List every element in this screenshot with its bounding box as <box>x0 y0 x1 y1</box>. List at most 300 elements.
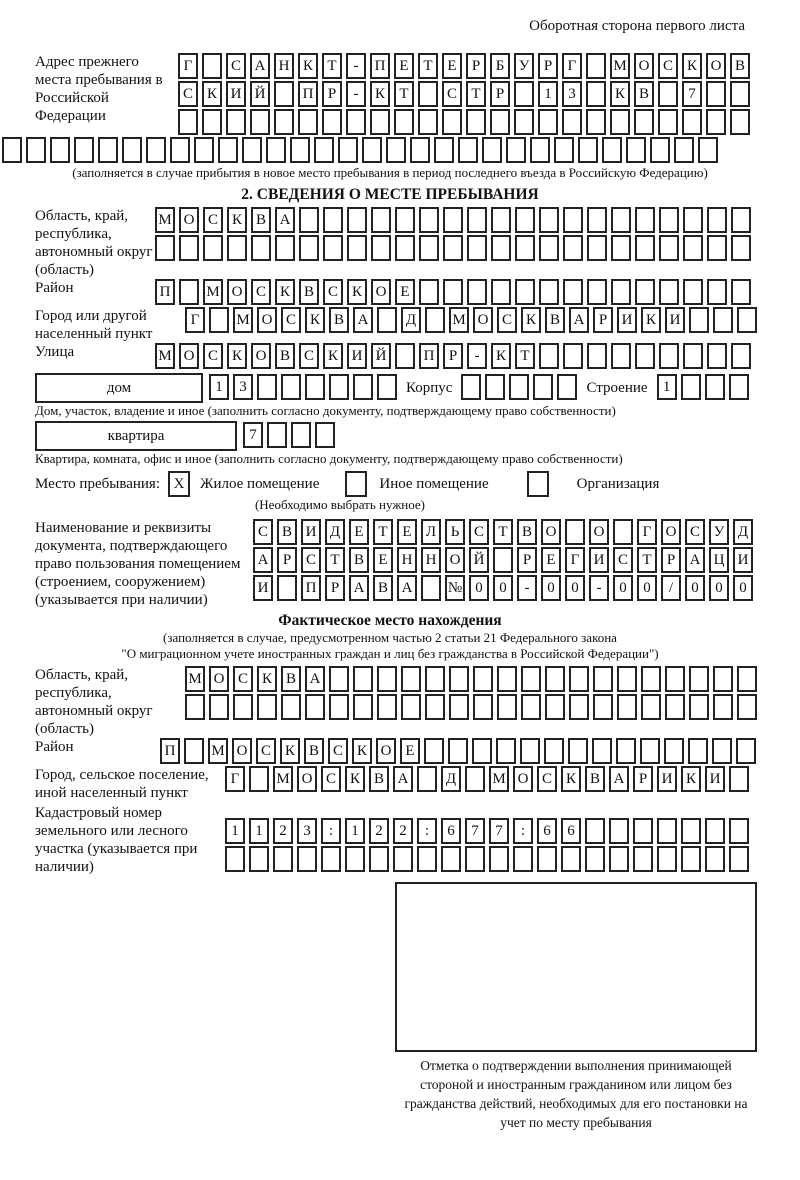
char-cell[interactable] <box>443 235 463 261</box>
char-cell[interactable] <box>736 738 756 764</box>
char-cell[interactable] <box>563 235 583 261</box>
char-cell[interactable] <box>489 846 509 872</box>
char-cell[interactable]: И <box>733 547 753 573</box>
char-cell[interactable] <box>707 343 727 369</box>
char-cell[interactable] <box>305 374 325 400</box>
char-cell[interactable]: С <box>442 81 462 107</box>
char-cell[interactable] <box>683 279 703 305</box>
char-cell[interactable] <box>659 207 679 233</box>
char-cell[interactable] <box>563 343 583 369</box>
char-cell[interactable] <box>681 374 701 400</box>
char-cell[interactable]: С <box>685 519 705 545</box>
char-cell[interactable]: Д <box>325 519 345 545</box>
char-cell[interactable] <box>314 137 334 163</box>
char-cell[interactable]: Д <box>733 519 753 545</box>
char-cell[interactable]: Г <box>562 53 582 79</box>
char-cell[interactable]: К <box>641 307 661 333</box>
char-cell[interactable] <box>291 422 311 448</box>
char-cell[interactable]: Т <box>322 53 342 79</box>
char-cell[interactable] <box>370 109 390 135</box>
char-cell[interactable]: М <box>449 307 469 333</box>
char-cell[interactable] <box>393 846 413 872</box>
char-cell[interactable] <box>593 694 613 720</box>
char-cell[interactable] <box>329 694 349 720</box>
char-cell[interactable]: / <box>661 575 681 601</box>
char-cell[interactable]: Г <box>185 307 205 333</box>
char-cell[interactable] <box>419 207 439 233</box>
char-cell[interactable]: Р <box>633 766 653 792</box>
char-cell[interactable] <box>323 207 343 233</box>
char-cell[interactable] <box>170 137 190 163</box>
char-cell[interactable]: К <box>561 766 581 792</box>
char-cell[interactable] <box>585 818 605 844</box>
char-cell[interactable]: В <box>373 575 393 601</box>
char-cell[interactable] <box>729 374 749 400</box>
char-cell[interactable] <box>449 666 469 692</box>
char-cell[interactable] <box>544 738 564 764</box>
char-cell[interactable] <box>586 53 606 79</box>
char-cell[interactable]: К <box>682 53 702 79</box>
char-cell[interactable]: К <box>227 207 247 233</box>
char-cell[interactable] <box>323 235 343 261</box>
char-cell[interactable] <box>298 109 318 135</box>
char-cell[interactable]: О <box>232 738 252 764</box>
char-cell[interactable] <box>657 846 677 872</box>
char-cell[interactable] <box>472 738 492 764</box>
char-cell[interactable] <box>226 109 246 135</box>
char-cell[interactable]: К <box>370 81 390 107</box>
char-cell[interactable]: К <box>345 766 365 792</box>
char-cell[interactable]: 6 <box>441 818 461 844</box>
char-cell[interactable] <box>473 694 493 720</box>
char-cell[interactable] <box>425 694 445 720</box>
char-cell[interactable] <box>705 374 725 400</box>
char-cell[interactable] <box>689 666 709 692</box>
char-cell[interactable]: Е <box>541 547 561 573</box>
char-cell[interactable]: Т <box>394 81 414 107</box>
char-cell[interactable] <box>386 137 406 163</box>
char-cell[interactable] <box>449 694 469 720</box>
char-cell[interactable]: С <box>281 307 301 333</box>
char-cell[interactable]: О <box>376 738 396 764</box>
char-cell[interactable] <box>281 694 301 720</box>
char-cell[interactable]: П <box>301 575 321 601</box>
char-cell[interactable]: А <box>305 666 325 692</box>
char-cell[interactable] <box>633 846 653 872</box>
char-cell[interactable] <box>419 279 439 305</box>
char-cell[interactable]: В <box>545 307 565 333</box>
char-cell[interactable]: 3 <box>297 818 317 844</box>
char-cell[interactable] <box>467 279 487 305</box>
char-cell[interactable]: : <box>321 818 341 844</box>
char-cell[interactable]: Е <box>442 53 462 79</box>
char-cell[interactable] <box>179 235 199 261</box>
char-cell[interactable]: Б <box>490 53 510 79</box>
char-cell[interactable]: В <box>730 53 750 79</box>
char-cell[interactable] <box>634 109 654 135</box>
char-cell[interactable] <box>297 846 317 872</box>
char-cell[interactable]: А <box>569 307 589 333</box>
char-cell[interactable] <box>225 846 245 872</box>
char-cell[interactable]: Т <box>325 547 345 573</box>
char-cell[interactable] <box>257 694 277 720</box>
char-cell[interactable] <box>705 846 725 872</box>
char-cell[interactable] <box>712 738 732 764</box>
char-cell[interactable]: М <box>208 738 228 764</box>
char-cell[interactable]: С <box>233 666 253 692</box>
char-cell[interactable]: В <box>585 766 605 792</box>
char-cell[interactable]: О <box>179 207 199 233</box>
char-cell[interactable] <box>203 235 223 261</box>
char-cell[interactable] <box>650 137 670 163</box>
char-cell[interactable] <box>417 766 437 792</box>
char-cell[interactable] <box>491 207 511 233</box>
char-cell[interactable] <box>179 279 199 305</box>
char-cell[interactable] <box>274 109 294 135</box>
char-cell[interactable]: : <box>417 818 437 844</box>
char-cell[interactable] <box>569 694 589 720</box>
char-cell[interactable] <box>515 207 535 233</box>
char-cell[interactable]: Р <box>538 53 558 79</box>
char-cell[interactable] <box>290 137 310 163</box>
char-cell[interactable] <box>395 235 415 261</box>
char-cell[interactable] <box>611 235 631 261</box>
char-cell[interactable]: О <box>473 307 493 333</box>
char-cell[interactable] <box>665 666 685 692</box>
char-cell[interactable]: А <box>253 547 273 573</box>
char-cell[interactable]: К <box>323 343 343 369</box>
char-cell[interactable]: И <box>665 307 685 333</box>
char-cell[interactable]: С <box>301 547 321 573</box>
char-cell[interactable] <box>509 374 529 400</box>
char-cell[interactable]: Р <box>661 547 681 573</box>
char-cell[interactable]: Н <box>421 547 441 573</box>
checkbox-organizatsiya[interactable] <box>527 471 549 497</box>
char-cell[interactable] <box>218 137 238 163</box>
char-cell[interactable] <box>299 235 319 261</box>
char-cell[interactable] <box>659 279 679 305</box>
char-cell[interactable]: С <box>497 307 517 333</box>
char-cell[interactable]: 7 <box>243 422 263 448</box>
char-cell[interactable] <box>329 666 349 692</box>
char-cell[interactable]: И <box>589 547 609 573</box>
char-cell[interactable]: - <box>589 575 609 601</box>
char-cell[interactable]: В <box>369 766 389 792</box>
char-cell[interactable] <box>707 279 727 305</box>
char-cell[interactable]: О <box>179 343 199 369</box>
char-cell[interactable]: Р <box>443 343 463 369</box>
char-cell[interactable]: О <box>297 766 317 792</box>
char-cell[interactable]: А <box>609 766 629 792</box>
char-cell[interactable] <box>539 343 559 369</box>
char-cell[interactable]: Г <box>637 519 657 545</box>
char-cell[interactable]: 2 <box>369 818 389 844</box>
char-cell[interactable]: К <box>257 666 277 692</box>
char-cell[interactable] <box>315 422 335 448</box>
char-cell[interactable]: Т <box>637 547 657 573</box>
char-cell[interactable] <box>395 343 415 369</box>
char-cell[interactable]: К <box>280 738 300 764</box>
char-cell[interactable] <box>267 422 287 448</box>
char-cell[interactable]: К <box>202 81 222 107</box>
char-cell[interactable] <box>122 137 142 163</box>
char-cell[interactable] <box>493 547 513 573</box>
char-cell[interactable] <box>353 666 373 692</box>
char-cell[interactable]: П <box>155 279 175 305</box>
char-cell[interactable] <box>369 846 389 872</box>
checkbox-inoe-pomeshchenie[interactable] <box>345 471 367 497</box>
char-cell[interactable]: : <box>513 818 533 844</box>
char-cell[interactable]: Г <box>225 766 245 792</box>
char-cell[interactable]: 0 <box>613 575 633 601</box>
char-cell[interactable]: В <box>634 81 654 107</box>
char-cell[interactable] <box>707 235 727 261</box>
char-cell[interactable]: М <box>489 766 509 792</box>
char-cell[interactable]: К <box>305 307 325 333</box>
char-cell[interactable]: С <box>251 279 271 305</box>
char-cell[interactable]: В <box>517 519 537 545</box>
char-cell[interactable] <box>418 81 438 107</box>
char-cell[interactable] <box>338 137 358 163</box>
char-cell[interactable]: 0 <box>493 575 513 601</box>
char-cell[interactable] <box>305 694 325 720</box>
char-cell[interactable] <box>50 137 70 163</box>
char-cell[interactable] <box>514 81 534 107</box>
char-cell[interactable] <box>539 235 559 261</box>
char-cell[interactable]: М <box>155 207 175 233</box>
char-cell[interactable] <box>514 109 534 135</box>
char-cell[interactable] <box>706 109 726 135</box>
char-cell[interactable]: О <box>589 519 609 545</box>
char-cell[interactable] <box>611 343 631 369</box>
char-cell[interactable] <box>737 666 757 692</box>
char-cell[interactable] <box>683 207 703 233</box>
char-cell[interactable] <box>626 137 646 163</box>
char-cell[interactable]: 1 <box>657 374 677 400</box>
char-cell[interactable] <box>593 666 613 692</box>
char-cell[interactable] <box>491 235 511 261</box>
char-cell[interactable]: - <box>346 81 366 107</box>
char-cell[interactable] <box>563 207 583 233</box>
char-cell[interactable] <box>347 235 367 261</box>
char-cell[interactable] <box>184 738 204 764</box>
char-cell[interactable] <box>665 694 685 720</box>
char-cell[interactable] <box>347 207 367 233</box>
char-cell[interactable]: В <box>304 738 324 764</box>
char-cell[interactable] <box>465 766 485 792</box>
char-cell[interactable]: К <box>610 81 630 107</box>
char-cell[interactable] <box>443 279 463 305</box>
char-cell[interactable] <box>568 738 588 764</box>
char-cell[interactable] <box>635 235 655 261</box>
char-cell[interactable]: В <box>281 666 301 692</box>
char-cell[interactable] <box>539 207 559 233</box>
char-cell[interactable] <box>473 666 493 692</box>
char-cell[interactable]: Ь <box>445 519 465 545</box>
char-cell[interactable]: И <box>617 307 637 333</box>
char-cell[interactable]: Е <box>400 738 420 764</box>
char-cell[interactable] <box>146 137 166 163</box>
char-cell[interactable]: А <box>353 307 373 333</box>
char-cell[interactable]: А <box>250 53 270 79</box>
char-cell[interactable] <box>611 207 631 233</box>
char-cell[interactable] <box>533 374 553 400</box>
char-cell[interactable] <box>377 307 397 333</box>
char-cell[interactable] <box>506 137 526 163</box>
char-cell[interactable]: М <box>273 766 293 792</box>
char-cell[interactable]: О <box>513 766 533 792</box>
char-cell[interactable]: 2 <box>393 818 413 844</box>
char-cell[interactable] <box>557 374 577 400</box>
char-cell[interactable]: Е <box>394 53 414 79</box>
char-cell[interactable] <box>465 846 485 872</box>
char-cell[interactable]: Р <box>593 307 613 333</box>
char-cell[interactable] <box>641 666 661 692</box>
char-cell[interactable]: М <box>185 666 205 692</box>
char-cell[interactable] <box>617 666 637 692</box>
char-cell[interactable] <box>421 575 441 601</box>
char-cell[interactable] <box>635 207 655 233</box>
char-cell[interactable]: И <box>253 575 273 601</box>
char-cell[interactable]: 6 <box>537 818 557 844</box>
char-cell[interactable] <box>635 279 655 305</box>
char-cell[interactable]: Й <box>371 343 391 369</box>
char-cell[interactable] <box>250 109 270 135</box>
char-cell[interactable]: У <box>709 519 729 545</box>
char-cell[interactable] <box>613 519 633 545</box>
char-cell[interactable] <box>729 766 749 792</box>
char-cell[interactable] <box>659 235 679 261</box>
char-cell[interactable]: 1 <box>538 81 558 107</box>
char-cell[interactable] <box>569 666 589 692</box>
char-cell[interactable] <box>249 846 269 872</box>
char-cell[interactable]: С <box>256 738 276 764</box>
char-cell[interactable]: 7 <box>489 818 509 844</box>
char-cell[interactable] <box>178 109 198 135</box>
char-cell[interactable]: В <box>275 343 295 369</box>
char-cell[interactable]: К <box>227 343 247 369</box>
char-cell[interactable] <box>664 738 684 764</box>
char-cell[interactable]: Ц <box>709 547 729 573</box>
char-cell[interactable] <box>227 235 247 261</box>
char-cell[interactable]: Д <box>401 307 421 333</box>
char-cell[interactable] <box>321 846 341 872</box>
char-cell[interactable]: № <box>445 575 465 601</box>
char-cell[interactable]: И <box>657 766 677 792</box>
char-cell[interactable]: О <box>634 53 654 79</box>
char-cell[interactable] <box>194 137 214 163</box>
char-cell[interactable] <box>274 81 294 107</box>
char-cell[interactable]: 3 <box>233 374 253 400</box>
char-cell[interactable] <box>273 846 293 872</box>
char-cell[interactable] <box>658 81 678 107</box>
char-cell[interactable]: С <box>537 766 557 792</box>
char-cell[interactable] <box>713 694 733 720</box>
char-cell[interactable] <box>587 279 607 305</box>
char-cell[interactable] <box>26 137 46 163</box>
char-cell[interactable]: 6 <box>561 818 581 844</box>
char-cell[interactable]: 2 <box>273 818 293 844</box>
char-cell[interactable]: О <box>251 343 271 369</box>
checkbox-zhiloe-pomeshchenie[interactable]: X <box>168 471 190 497</box>
char-cell[interactable] <box>233 694 253 720</box>
char-cell[interactable] <box>418 109 438 135</box>
char-cell[interactable] <box>202 53 222 79</box>
char-cell[interactable]: 0 <box>469 575 489 601</box>
char-cell[interactable] <box>434 137 454 163</box>
char-cell[interactable] <box>443 207 463 233</box>
char-cell[interactable] <box>346 109 366 135</box>
char-cell[interactable]: П <box>370 53 390 79</box>
char-cell[interactable]: Т <box>515 343 535 369</box>
char-cell[interactable]: Т <box>466 81 486 107</box>
char-cell[interactable]: - <box>346 53 366 79</box>
char-cell[interactable]: О <box>371 279 391 305</box>
char-cell[interactable]: Т <box>373 519 393 545</box>
char-cell[interactable]: Н <box>397 547 417 573</box>
char-cell[interactable] <box>485 374 505 400</box>
char-cell[interactable]: Е <box>397 519 417 545</box>
char-cell[interactable] <box>585 846 605 872</box>
char-cell[interactable] <box>377 666 397 692</box>
char-cell[interactable] <box>515 279 535 305</box>
char-cell[interactable] <box>242 137 262 163</box>
char-cell[interactable]: Е <box>395 279 415 305</box>
char-cell[interactable]: Р <box>517 547 537 573</box>
char-cell[interactable]: П <box>160 738 180 764</box>
char-cell[interactable] <box>98 137 118 163</box>
char-cell[interactable]: Т <box>418 53 438 79</box>
char-cell[interactable]: И <box>226 81 246 107</box>
char-cell[interactable]: О <box>209 666 229 692</box>
char-cell[interactable]: П <box>298 81 318 107</box>
char-cell[interactable]: В <box>251 207 271 233</box>
char-cell[interactable] <box>729 818 749 844</box>
char-cell[interactable] <box>657 818 677 844</box>
char-cell[interactable]: О <box>541 519 561 545</box>
char-cell[interactable] <box>513 846 533 872</box>
char-cell[interactable] <box>681 846 701 872</box>
char-cell[interactable] <box>401 694 421 720</box>
char-cell[interactable]: С <box>613 547 633 573</box>
char-cell[interactable]: 0 <box>541 575 561 601</box>
char-cell[interactable] <box>730 81 750 107</box>
char-cell[interactable]: Р <box>325 575 345 601</box>
char-cell[interactable]: В <box>329 307 349 333</box>
char-cell[interactable] <box>257 374 277 400</box>
char-cell[interactable] <box>545 666 565 692</box>
char-cell[interactable]: К <box>681 766 701 792</box>
char-cell[interactable] <box>706 81 726 107</box>
char-cell[interactable]: К <box>347 279 367 305</box>
char-cell[interactable] <box>633 818 653 844</box>
char-cell[interactable] <box>689 307 709 333</box>
char-cell[interactable] <box>617 694 637 720</box>
char-cell[interactable] <box>424 738 444 764</box>
char-cell[interactable] <box>731 207 751 233</box>
char-cell[interactable] <box>545 694 565 720</box>
char-cell[interactable]: Е <box>349 519 369 545</box>
char-cell[interactable] <box>515 235 535 261</box>
char-cell[interactable]: Й <box>469 547 489 573</box>
char-cell[interactable] <box>705 818 725 844</box>
char-cell[interactable]: О <box>227 279 247 305</box>
char-cell[interactable] <box>538 109 558 135</box>
char-cell[interactable] <box>592 738 612 764</box>
char-cell[interactable] <box>467 235 487 261</box>
char-cell[interactable] <box>713 307 733 333</box>
char-cell[interactable]: А <box>393 766 413 792</box>
